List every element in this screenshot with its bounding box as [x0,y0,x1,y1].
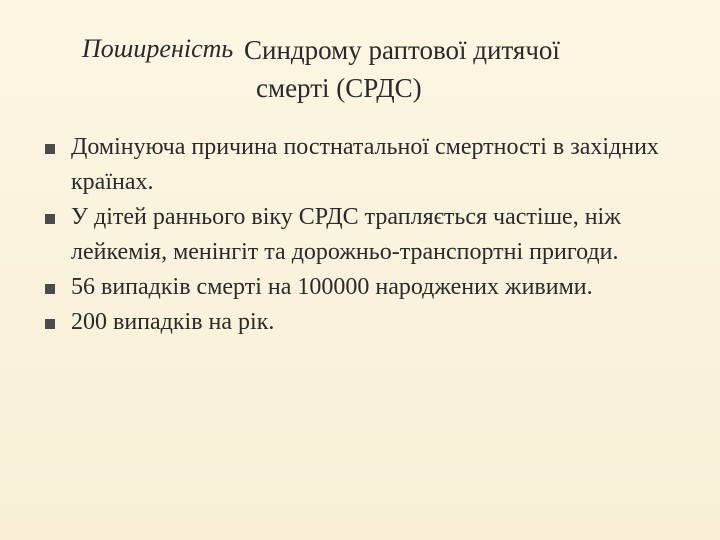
title-line-2: смерті (СРДС) [256,73,422,103]
bullet-item [44,130,684,200]
square-bullet-icon [45,144,55,154]
bullet-item [44,305,684,340]
slide-title [70,30,670,110]
bullet-text: 200 випадків на рік. [71,309,275,335]
square-bullet-icon [45,319,55,329]
bullet-text: Домінуюча причина постнатальної смертності в західних країнах. [71,134,659,195]
title-overlay-text: Поширеність [82,34,234,63]
bullet-text: У дітей раннього віку СРДС трапляється частіше, ніж лейкемія, менінгіт та дорожньо-транспортні пригоди. [71,204,621,265]
bullet-item [44,200,684,270]
square-bullet-icon [45,214,55,224]
bullet-item [44,270,684,305]
square-bullet-icon [45,284,55,294]
bullet-list [44,130,684,340]
title-line-1: Синдрому раптової дитячої [244,35,560,65]
bullet-text: 56 випадків смерті на 100000 народжених живими. [71,274,593,300]
